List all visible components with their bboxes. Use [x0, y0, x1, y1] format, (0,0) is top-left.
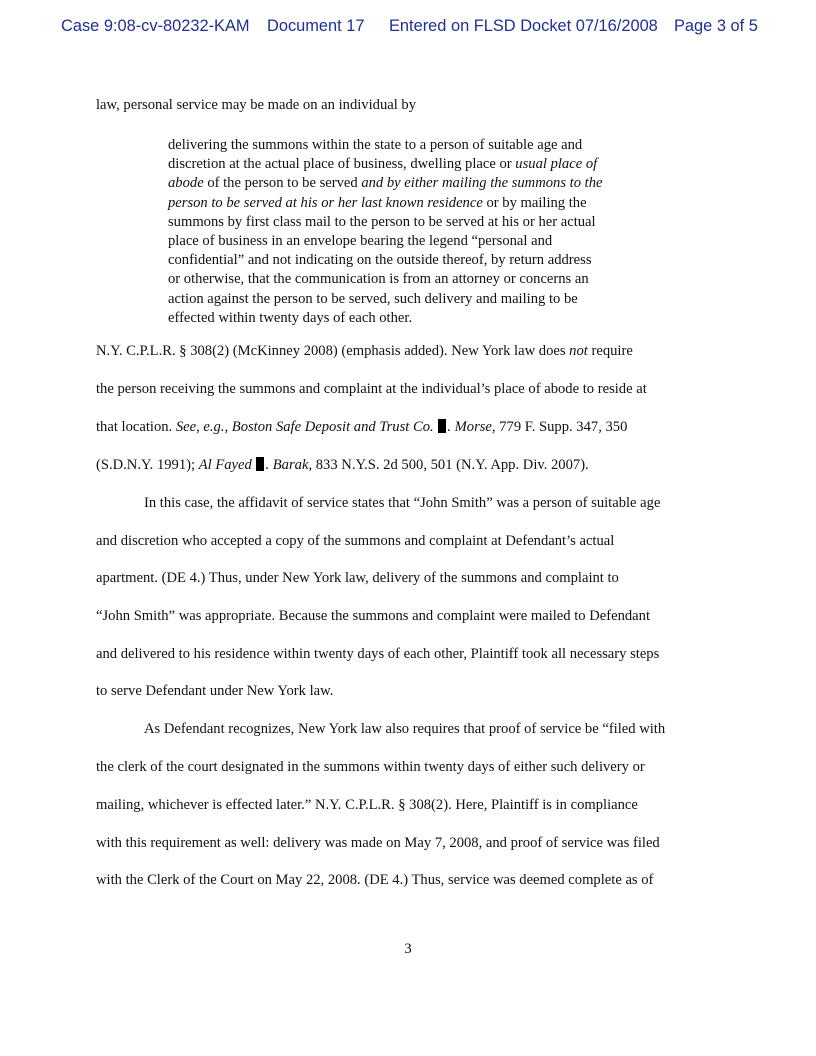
docket-header	[0, 17, 816, 39]
emphasis-text: usual place of	[515, 156, 598, 173]
emphasis-text: person to be served at his or her last known residence	[168, 194, 483, 211]
paragraph-line: apartment. (DE 4.) Thus, under New York law, delivery of the summons and complaint to	[96, 570, 619, 586]
document-number: Document 17	[267, 17, 365, 35]
paragraph-line: “John Smith” was appropriate. Because the summons and complaint were mailed to Defendant	[96, 608, 650, 624]
paragraph-line: and discretion who accepted a copy of the summons and complaint at Defendant’s actual	[96, 533, 615, 549]
citation-signal: See	[175, 419, 197, 435]
case-citation: Al Fayed	[198, 457, 252, 473]
quote-line: confidential” and not indicating on the outside thereof, by return address	[168, 252, 592, 269]
paragraph-line: that location. See, e.g., Boston Safe Deposit and Trust Co. . Morse, 779 F. Supp. 347, 350	[96, 419, 628, 435]
emphasis-text: abode	[168, 175, 204, 192]
page-count: Page 3 of 5	[674, 17, 758, 35]
case-citation: . Morse	[447, 419, 492, 435]
quote-line: action against the person to be served, such delivery and mailing to be	[168, 290, 578, 307]
quote-line: summons by first class mail to the person to be served at his or her actual	[168, 213, 596, 230]
emphasis-text: not	[569, 343, 588, 359]
quote-line: or otherwise, that the communication is from an attorney or concerns an	[168, 271, 589, 288]
quote-line: effected within twenty days of each other.	[168, 309, 413, 326]
case-citation: . Barak	[265, 457, 309, 473]
quote-line: abode of the person to be served and by either mailing the summons to the	[168, 175, 603, 192]
page-number: 3	[404, 941, 412, 957]
quote-line: person to be served at his or her last known residence or by mailing the	[168, 194, 587, 211]
paragraph-line: to serve Defendant under New York law.	[96, 683, 334, 699]
block-quote	[168, 136, 658, 328]
emphasis-text: and by either mailing the summons to the	[361, 175, 603, 192]
case-number: Case 9:08-cv-80232-KAM	[61, 17, 250, 35]
paragraph-line: N.Y. C.P.L.R. § 308(2) (McKinney 2008) (emphasis added). New York law does not require	[96, 343, 633, 359]
paragraph-line: As Defendant recognizes, New York law also requires that proof of service be “filed with	[144, 721, 666, 737]
paragraph-line: and delivered to his residence within twenty days of each other, Plaintiff took all necessary steps	[96, 646, 660, 662]
paragraph-line: the clerk of the court designated in the summons within twenty days of either such delivery or	[96, 759, 645, 775]
redaction-mark	[438, 419, 446, 433]
paragraph-line: the person receiving the summons and complaint at the individual’s place of abode to reside at	[96, 381, 647, 397]
docket-entry-date: Entered on FLSD Docket 07/16/2008	[389, 17, 658, 35]
quote-line: place of business in an envelope bearing the legend “personal and	[168, 233, 553, 250]
paragraph-line: with the Clerk of the Court on May 22, 2008. (DE 4.) Thus, service was deemed complete as of	[96, 872, 654, 888]
case-citation: e.g., Boston Safe Deposit and Trust Co.	[203, 419, 434, 435]
intro-line: law, personal service may be made on an individual by	[96, 97, 417, 113]
redaction-mark	[256, 457, 264, 471]
paragraph-line: (S.D.N.Y. 1991); Al Fayed . Barak, 833 N.Y.S. 2d 500, 501 (N.Y. App. Div. 2007).	[96, 457, 589, 473]
quote-line: delivering the summons within the state to a person of suitable age and	[168, 137, 583, 153]
paragraph-line: mailing, whichever is effected later.” N.Y. C.P.L.R. § 308(2). Here, Plaintiff is in compliance	[96, 797, 638, 813]
quote-line: discretion at the actual place of business, dwelling place or usual place of	[168, 156, 598, 173]
paragraph-line: with this requirement as well: delivery was made on May 7, 2008, and proof of service was filed	[96, 835, 660, 851]
paragraph-line: In this case, the affidavit of service states that “John Smith” was a person of suitable age	[144, 495, 661, 511]
